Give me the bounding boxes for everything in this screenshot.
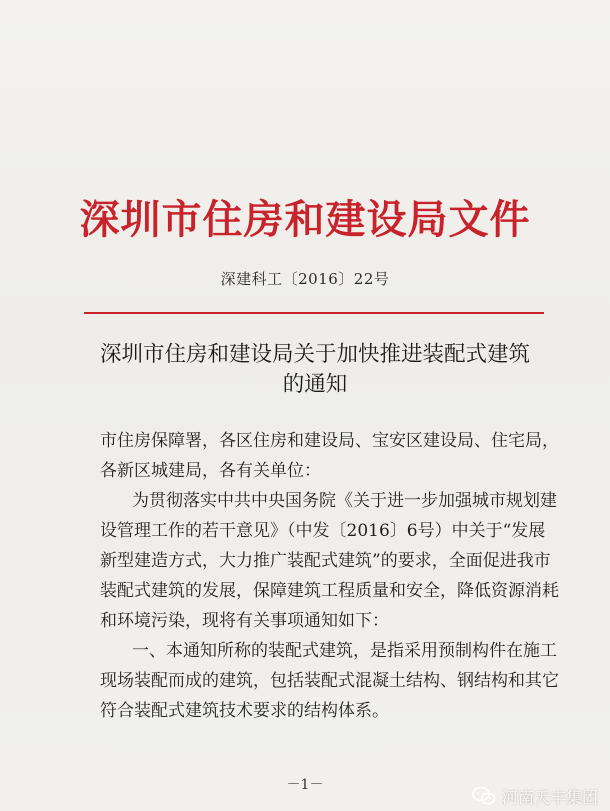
body-line: 市住房保障署，各区住房和建设局、宝安区建设局、住宅局， <box>100 431 559 451</box>
body-line: 新型建造方式，大力推广装配式建筑”的要求，全面促进我市 <box>100 551 551 571</box>
watermark <box>472 783 598 809</box>
notice-title-line: 的通知 <box>282 372 348 397</box>
body-line: 各新区城建局，各有关单位： <box>100 461 321 481</box>
body-line: 和环境污染，现将有关事项通知如下： <box>100 611 389 631</box>
red-divider-line <box>84 312 544 314</box>
body-line: 装配式建筑的发展，保障建筑工程质量和安全，降低资源消耗 <box>100 581 559 601</box>
notice-title-line: 深圳市住房和建设局关于加快推进装配式建筑 <box>99 342 530 367</box>
watermark-text: 河南天丰集团 <box>501 787 598 807</box>
body-line: 现场装配而成的建筑，包括装配式混凝土结构、钢结构和其它 <box>100 671 559 691</box>
document-number: 深建科工〔2016〕22号 <box>220 270 390 288</box>
body-line: 一、本通知所称的装配式建筑，是指采用预制构件在施工 <box>132 641 557 661</box>
document-header-title: 深圳市住房和建设局文件 <box>79 196 531 243</box>
wechat-icon <box>472 786 496 806</box>
body-line: 设管理工作的若干意见》（中发〔2016〕6号）中关于“发展 <box>100 521 546 541</box>
page-number: －1－ <box>286 777 324 793</box>
body-line: 符合装配式建筑技术要求的结构体系。 <box>100 701 389 721</box>
notice-title <box>80 340 550 400</box>
body-line: 为贯彻落实中共中央国务院《关于进一步加强城市规划建 <box>132 491 557 511</box>
